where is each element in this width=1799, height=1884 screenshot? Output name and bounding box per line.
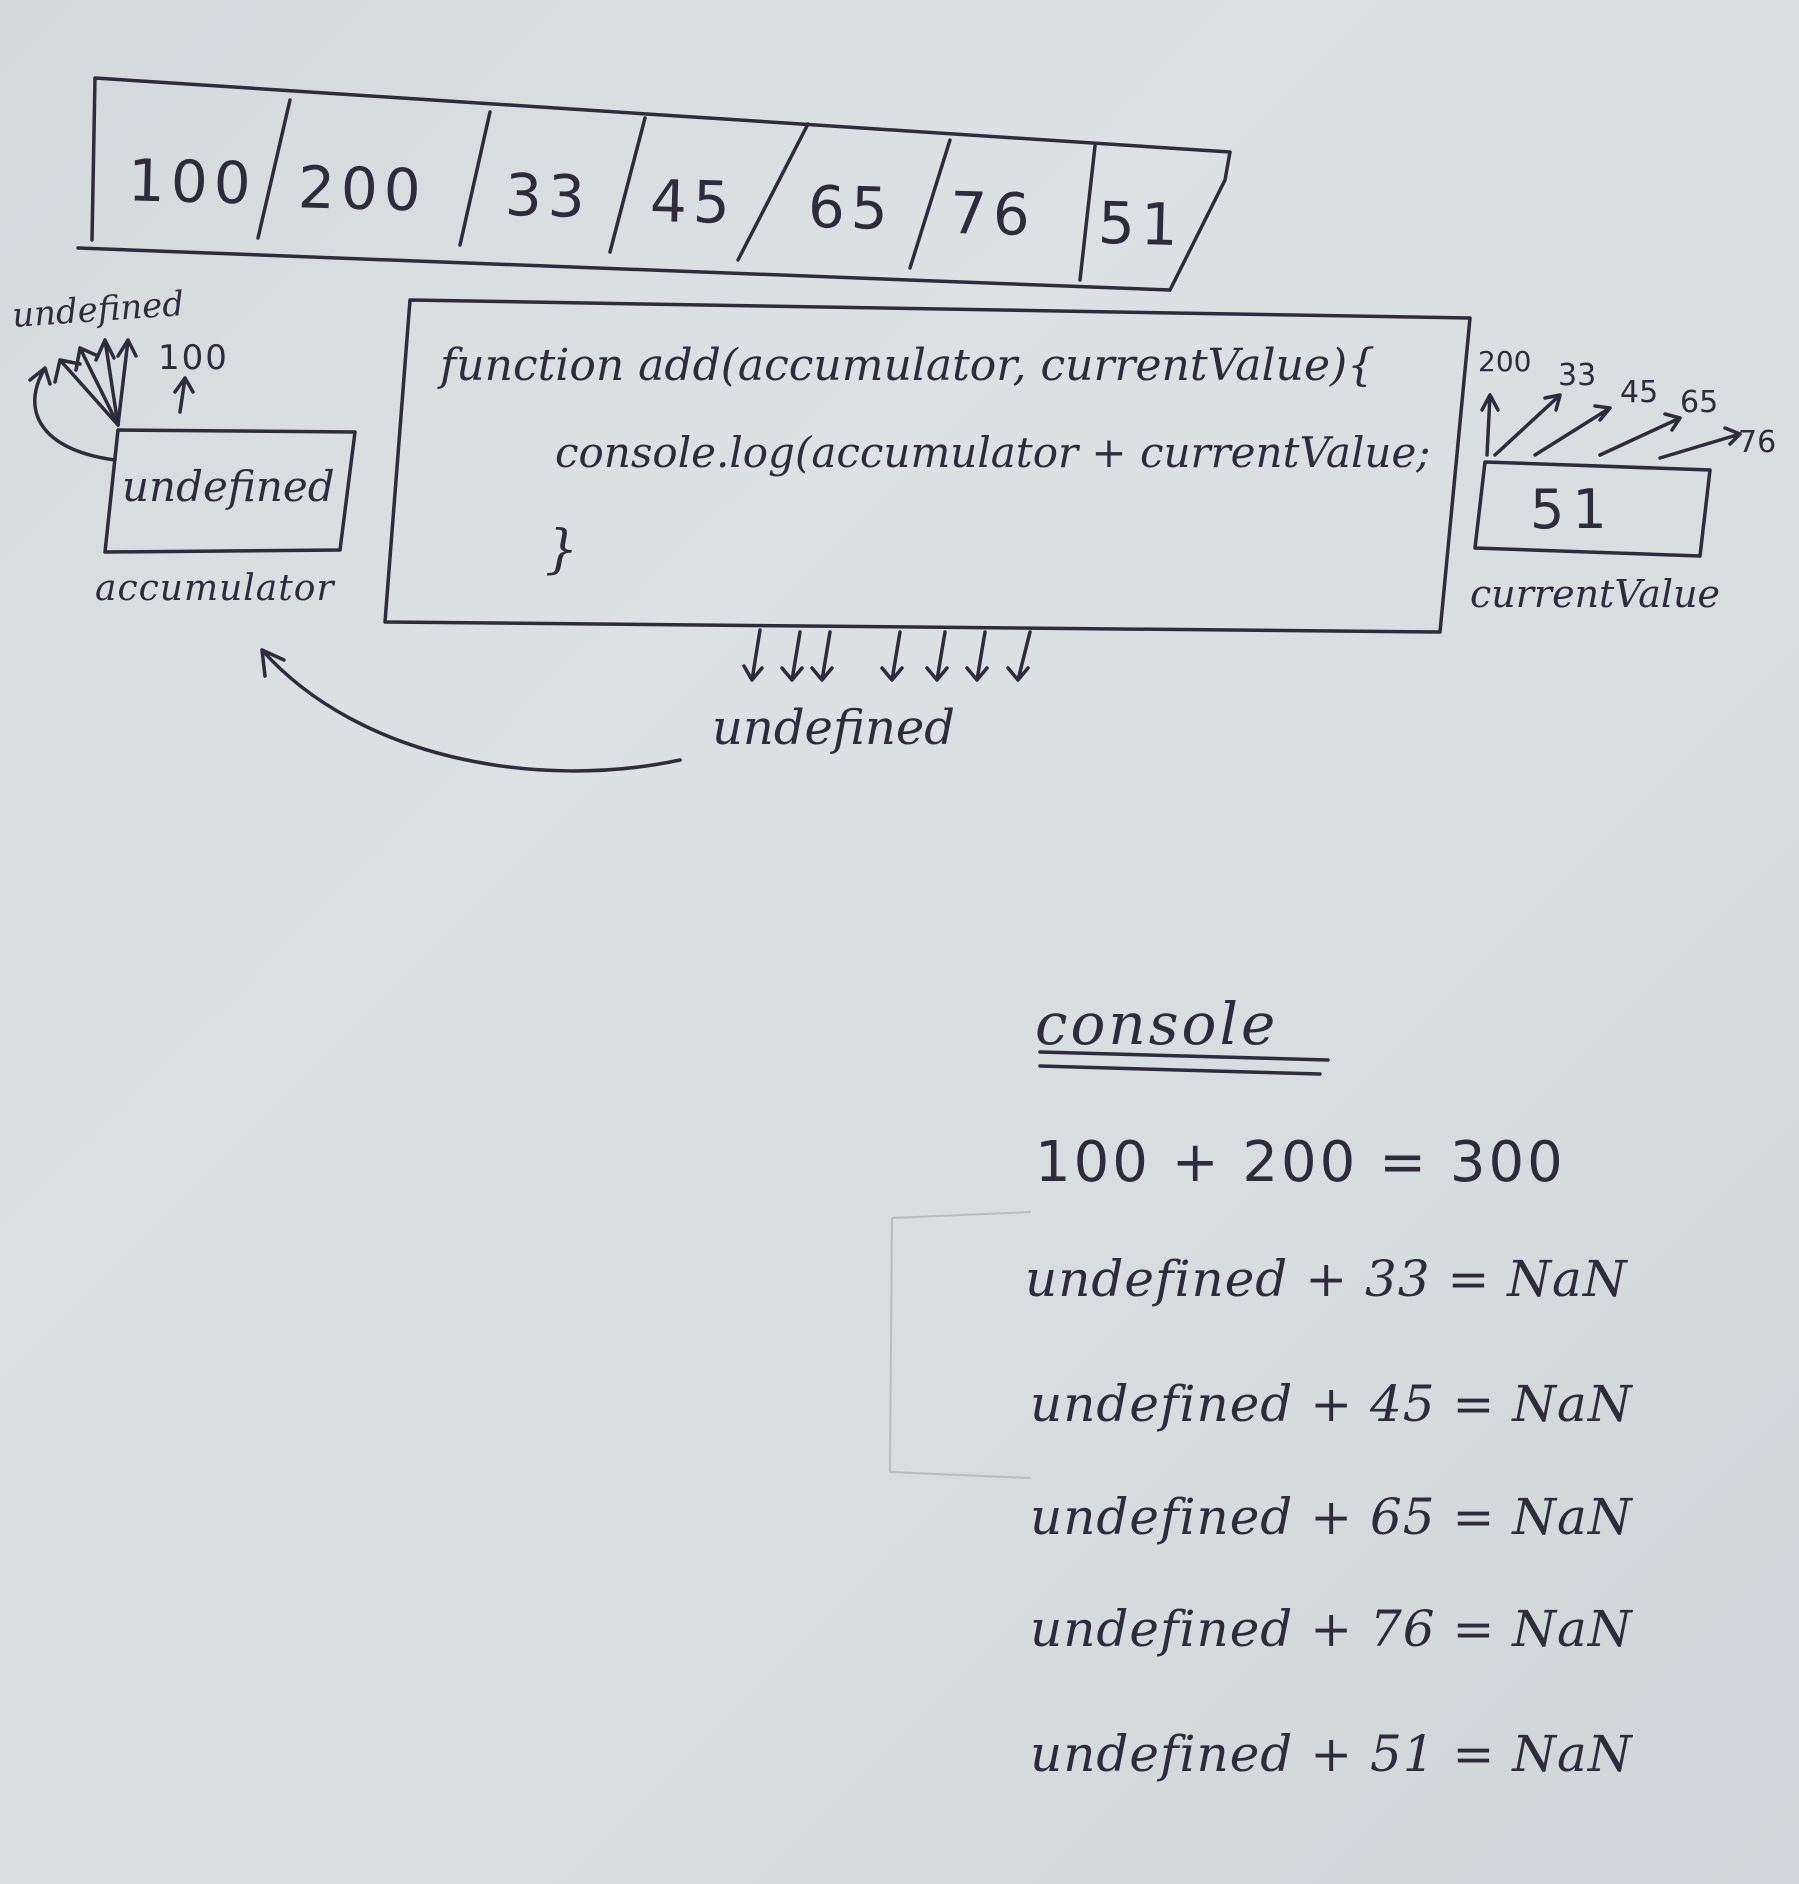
array-separator xyxy=(258,100,290,238)
array-cell: 51 xyxy=(1097,188,1185,260)
current-value-history: 33 xyxy=(1558,358,1597,393)
console-line: undefined + 33 = NaN xyxy=(1025,1250,1628,1308)
return-arrow xyxy=(812,632,832,680)
pencil-box xyxy=(890,1212,1030,1478)
accumulator-loop-arrow xyxy=(30,368,115,460)
return-arrow xyxy=(744,630,762,680)
function-return-label: undefined xyxy=(712,700,956,756)
current-value-arrow xyxy=(1660,428,1740,458)
array-separator xyxy=(910,140,950,268)
array-separator xyxy=(738,124,808,260)
return-arrow xyxy=(782,632,802,680)
array-separator xyxy=(460,112,490,245)
console-line: undefined + 65 = NaN xyxy=(1030,1488,1633,1546)
console-heading: console xyxy=(1035,990,1279,1058)
current-value-arrow xyxy=(1535,406,1610,455)
array-cell: 76 xyxy=(949,178,1037,250)
current-value-history: 65 xyxy=(1680,385,1719,420)
accumulator-arrow xyxy=(118,340,136,425)
current-value-history: 200 xyxy=(1478,345,1532,378)
current-value-history: 45 xyxy=(1620,375,1659,410)
accumulator-value: undefined xyxy=(122,462,335,511)
accumulator-arrow xyxy=(175,378,193,412)
console-line: undefined + 51 = NaN xyxy=(1030,1725,1633,1783)
return-arrow xyxy=(927,632,947,680)
array-cell: 100 xyxy=(127,146,258,218)
current-value-arrow xyxy=(1600,414,1680,455)
accumulator-history-top: undefined xyxy=(10,284,186,336)
array-cell: 200 xyxy=(297,153,428,225)
return-arrow xyxy=(882,632,902,680)
console-line: undefined + 76 = NaN xyxy=(1030,1600,1633,1658)
array-separator xyxy=(1080,146,1095,280)
current-value-label: currentValue xyxy=(1470,572,1721,616)
console-underline xyxy=(1040,1066,1320,1074)
console-line: 100 + 200 = 300 xyxy=(1035,1130,1566,1195)
function-body-line: console.log(accumulator + currentValue; xyxy=(555,428,1431,477)
accumulator-history-initial: 100 xyxy=(158,338,229,378)
current-value-value: 51 xyxy=(1530,478,1615,541)
function-closing-brace: } xyxy=(545,520,579,580)
function-signature: function add(accumulator, currentValue){ xyxy=(440,340,1376,391)
array-cell: 65 xyxy=(807,172,895,244)
array-cell: 45 xyxy=(649,166,737,238)
console-line: undefined + 45 = NaN xyxy=(1030,1375,1633,1433)
current-value-arrow xyxy=(1482,395,1498,455)
array-cell: 33 xyxy=(504,160,592,232)
array-separator xyxy=(610,118,645,252)
return-arrow xyxy=(967,632,987,680)
accumulator-label: accumulator xyxy=(95,568,335,609)
return-arrow xyxy=(1008,632,1030,680)
current-value-history: 76 xyxy=(1738,425,1777,460)
feedback-arrow xyxy=(262,650,680,771)
